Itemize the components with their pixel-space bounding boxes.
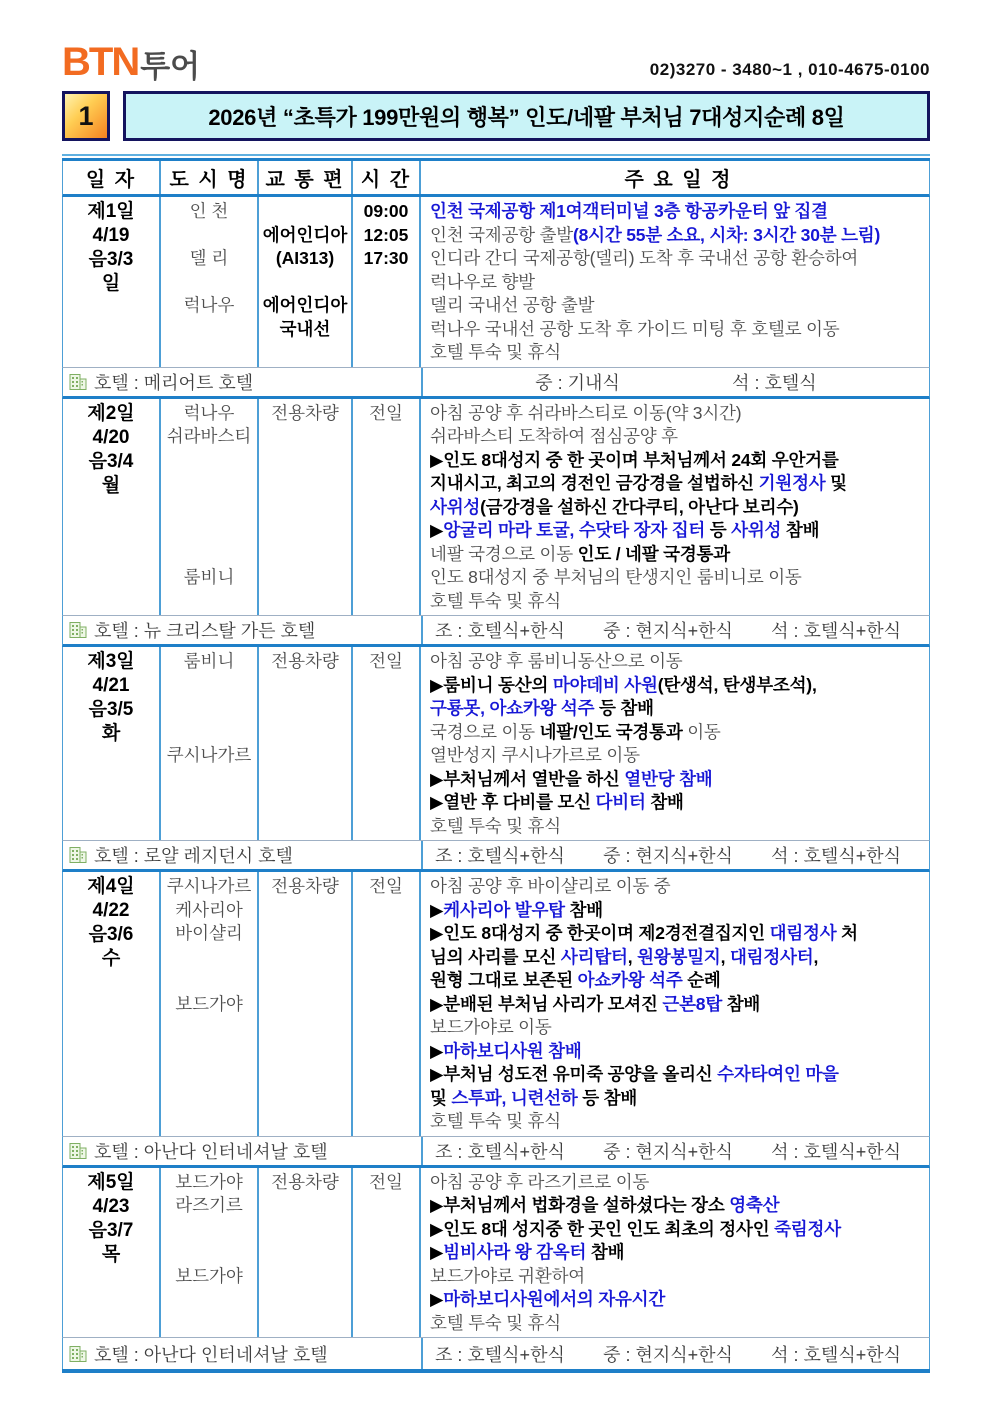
meal-item: 조 : 호텔식+한식 xyxy=(435,1141,565,1162)
time-cell-entry: 전일 xyxy=(369,876,403,896)
hotel-cell xyxy=(63,616,421,644)
schedule-segment: 인도 8대성지 중 부처님의 탄생지인 룸비니로 이동 xyxy=(430,567,802,587)
schedule-line xyxy=(430,791,927,815)
city-cell-entry: 룸비니 xyxy=(183,651,235,671)
transport-cell xyxy=(259,399,353,616)
schedule-line xyxy=(430,697,927,721)
transport-cell-entry: 에어인디아 xyxy=(262,295,348,315)
schedule-segment: 참배 xyxy=(564,899,603,920)
schedule-line xyxy=(430,1241,927,1265)
itinerary-table xyxy=(62,158,930,1373)
day-row xyxy=(62,647,930,841)
city-cell-entry: 룸비니 xyxy=(183,567,235,587)
schedule-segment: 원왕봉밀지 xyxy=(637,946,721,967)
date-line: 일 xyxy=(101,273,121,294)
hotel-icon xyxy=(68,372,88,392)
logo-btn-text: BTN xyxy=(62,40,139,84)
schedule-line xyxy=(430,674,927,698)
transport-cell-entry: (AI313) xyxy=(275,248,335,268)
page-title: 2026년 “초특가 199만원의 행복” 인도/네팔 부처님 7대성지순례 8일 xyxy=(123,91,930,141)
schedule-segment: 참배 xyxy=(722,993,761,1014)
transport-cell xyxy=(259,647,353,840)
schedule-segment: 앙굴리 마라 토굴, 수닷타 장자 집터 xyxy=(443,520,706,540)
meal-item: 석 : 호텔식+한식 xyxy=(771,621,901,641)
meals-cell xyxy=(421,616,929,644)
day-row xyxy=(62,1168,930,1339)
schedule-segment: 호텔 투숙 및 휴식 xyxy=(430,590,561,611)
schedule-segment: ▶ xyxy=(430,1242,444,1262)
schedule-segment: 열반성지 쿠시나가르로 이동 xyxy=(430,745,640,765)
schedule-segment: 마야데비 사원 xyxy=(552,674,658,695)
schedule-segment: 대림정사 xyxy=(769,923,837,943)
schedule-segment: 구룡못, 아쇼카왕 석주 xyxy=(430,698,595,718)
date-line: 제3일 xyxy=(87,651,135,672)
schedule-segment: 인도 / 네팔 국경통과 xyxy=(577,543,730,564)
hotel-name: 호텔 : 아난다 인터네셔날 호텔 xyxy=(94,1344,328,1365)
schedule-segment: 럭나우 국내선 공항 도착 후 가이드 미팅 후 호텔로 이동 xyxy=(430,318,840,339)
schedule-segment: ▶부처님 성도전 유미죽 공양을 올리신 xyxy=(430,1064,718,1084)
transport-cell-entry: 전용차량 xyxy=(271,1171,339,1192)
schedule-segment: ▶분배된 부처님 사리가 모셔진 xyxy=(430,993,663,1014)
schedule-line xyxy=(430,200,927,224)
date-stack xyxy=(63,872,159,971)
date-line: 음3/4 xyxy=(88,450,134,472)
itinerary-table-wrap xyxy=(62,154,930,1373)
schedule-segment: 등 xyxy=(705,520,732,540)
hotel-icon xyxy=(68,845,88,865)
table-header-row xyxy=(62,161,930,197)
time-cell-entry: 전일 xyxy=(369,651,403,671)
schedule-line xyxy=(430,744,927,768)
schedule-segment: 지내시고, 최고의 경전인 금강경을 설법하신 xyxy=(430,473,759,493)
schedule-segment: 아침 공양 후 룸비니동산으로 이동 xyxy=(430,651,683,671)
city-cell-entry: 쿠시나가르 xyxy=(166,745,252,765)
schedule-segment: 아쇼카왕 석주 xyxy=(577,970,683,990)
schedule-line xyxy=(430,1016,927,1040)
schedule-line xyxy=(430,969,927,993)
city-cell-entry: 케사리아 xyxy=(175,899,243,920)
column-header-3: 시 간 xyxy=(353,161,421,194)
schedule-segment: ▶ xyxy=(430,520,444,540)
schedule-line xyxy=(430,768,927,792)
hotel-row xyxy=(62,368,930,399)
schedule-line xyxy=(430,946,927,970)
meal-item: 중 : 현지식+한식 xyxy=(603,846,733,866)
schedule-segment: 열반당 참배 xyxy=(624,768,713,789)
schedule-segment: ▶인도 8대 성지중 한 곳인 인도 최초의 정사인 xyxy=(430,1218,775,1239)
schedule-segment: 및 xyxy=(430,1087,452,1108)
schedule-segment: ▶인도 8대성지 중 한곳이며 제2경전결집지인 xyxy=(430,923,770,943)
meal-item: 석 : 호텔식+한식 xyxy=(771,846,901,866)
schedule-line xyxy=(430,449,927,473)
schedule-line xyxy=(430,402,927,426)
table-body xyxy=(62,197,930,1369)
city-cell-entry: 인 천 xyxy=(189,201,229,221)
schedule-segment: ▶ xyxy=(430,1040,444,1061)
schedule-segment: 보드가야로 귀환하여 xyxy=(430,1265,586,1286)
date-cell xyxy=(63,647,161,840)
meal-item: 조 : 호텔식+한식 xyxy=(435,846,565,866)
date-line: 4/19 xyxy=(92,225,130,246)
city-cell-entry: 쿠시나가르 xyxy=(166,876,252,896)
schedule-segment: , xyxy=(627,946,638,967)
schedule-segment: ▶룸비니 동산의 xyxy=(430,674,553,695)
date-cell xyxy=(63,197,161,367)
schedule-segment: 인디라 간디 국제공항(델리) 도착 후 국내선 공항 환승하여 xyxy=(430,248,859,268)
date-line: 화 xyxy=(101,723,121,744)
title-bar xyxy=(62,91,930,141)
date-line: 월 xyxy=(101,474,121,496)
hotel-icon xyxy=(68,1344,88,1364)
hotel-row xyxy=(62,1338,930,1369)
schedule-line xyxy=(430,1171,927,1195)
transport-cell-entry: 전용차량 xyxy=(271,876,339,896)
city-cell xyxy=(161,399,259,616)
phone-numbers: 02)3270 - 3480~1 , 010-4675-0100 xyxy=(649,60,930,79)
city-cell xyxy=(161,1168,259,1338)
meals-cell xyxy=(421,841,929,869)
schedule-segment: 이동 xyxy=(682,721,721,742)
meal-item: 중 : 현지식+한식 xyxy=(603,1141,733,1162)
schedule-segment: 영축산 xyxy=(729,1195,780,1215)
schedule-line xyxy=(430,1040,927,1064)
date-line: 음3/6 xyxy=(88,924,134,945)
time-cell-entry: 09:00 xyxy=(363,201,409,221)
schedule-cell xyxy=(421,197,929,367)
city-cell-entry: 델 리 xyxy=(189,248,229,268)
date-stack xyxy=(63,197,159,296)
transport-cell xyxy=(259,197,353,367)
schedule-line xyxy=(430,543,927,567)
meal-item: 석 : 호텔식 xyxy=(732,372,817,393)
schedule-cell xyxy=(421,1168,929,1338)
column-header-1: 도 시 명 xyxy=(161,161,259,194)
city-cell-entry: 쉬라바스티 xyxy=(166,426,252,446)
schedule-segment: 근본8탑 xyxy=(662,993,723,1014)
schedule-segment: 다비터 xyxy=(595,792,646,812)
schedule-segment: 등 참배 xyxy=(577,1087,638,1108)
schedule-segment: 케사리아 발우탑 xyxy=(443,899,565,920)
schedule-segment: 및 xyxy=(825,473,847,493)
schedule-line xyxy=(430,294,927,318)
schedule-segment: 기원정사 xyxy=(758,473,826,493)
schedule-segment: 국경으로 이동 xyxy=(430,721,540,742)
meals-cell xyxy=(421,1338,929,1369)
time-cell xyxy=(353,197,421,367)
time-cell-entry: 17:30 xyxy=(363,248,409,268)
schedule-segment: 쉬라바스티 도착하여 점심공양 후 xyxy=(430,426,678,446)
schedule-segment: ▶부처님께서 열반을 하신 xyxy=(430,768,625,789)
schedule-line xyxy=(430,496,927,520)
column-header-4: 주 요 일 정 xyxy=(624,169,733,191)
schedule-line xyxy=(430,271,927,295)
schedule-segment: 아침 공양 후 바이샬리로 이동 중 xyxy=(430,876,671,896)
schedule-segment: (8시간 55분 소요, 시차: 3시간 30분 느림) xyxy=(572,224,881,245)
city-cell-entry: 보드가야 xyxy=(175,1171,243,1192)
schedule-line xyxy=(430,1087,927,1111)
city-cell-entry: 라즈기르 xyxy=(175,1195,243,1215)
schedule-segment: 등 참배 xyxy=(594,698,654,718)
day-row xyxy=(62,197,930,368)
schedule-line xyxy=(430,721,927,745)
time-cell xyxy=(353,647,421,840)
schedule-segment: 대림정사터 xyxy=(729,946,814,967)
time-cell-entry: 전일 xyxy=(369,1171,403,1192)
schedule-segment: 님의 사리를 모신 xyxy=(430,946,561,967)
city-cell xyxy=(161,872,259,1136)
date-cell xyxy=(63,399,161,616)
meal-item: 중 : 현지식+한식 xyxy=(603,621,733,641)
date-line: 4/22 xyxy=(92,900,130,921)
schedule-segment: ▶ xyxy=(430,1289,444,1309)
schedule-segment: ▶ xyxy=(430,899,444,920)
time-cell xyxy=(353,872,421,1136)
schedule-segment: ▶인도 8대성지 중 한 곳이며 부처님께서 24회 우안거를 xyxy=(430,449,839,470)
schedule-line xyxy=(430,650,927,674)
schedule-line xyxy=(430,1110,927,1134)
schedule-segment: 아침 공양 후 라즈기르로 이동 xyxy=(430,1171,650,1192)
page-number-badge: 1 xyxy=(62,91,110,141)
hotel-cell xyxy=(63,1338,421,1369)
schedule-segment: 마하보디사원에서의 자유시간 xyxy=(443,1289,666,1309)
schedule-segment: 참배 xyxy=(781,520,820,540)
city-cell-entry: 보드가야 xyxy=(175,1265,243,1286)
time-cell xyxy=(353,399,421,616)
hotel-row xyxy=(62,841,930,872)
meal-item: 중 : 현지식+한식 xyxy=(603,1344,733,1365)
schedule-segment: 보드가야로 이동 xyxy=(430,1017,552,1037)
transport-cell-entry: 전용차량 xyxy=(271,651,339,671)
schedule-segment: 죽림정사 xyxy=(774,1218,841,1239)
schedule-segment: 스투파, 니련선하 xyxy=(451,1087,578,1108)
schedule-segment: ▶부처님께서 법화경을 설하셨다는 장소 xyxy=(430,1195,730,1215)
schedule-cell xyxy=(421,872,929,1136)
logo-tour-text: 투어 xyxy=(140,49,201,84)
city-cell-entry: 바이샬리 xyxy=(175,923,243,943)
city-cell-entry: 럭나우 xyxy=(183,402,235,423)
date-stack xyxy=(63,399,159,498)
schedule-line xyxy=(430,1288,927,1312)
schedule-segment: ▶열반 후 다비를 모신 xyxy=(430,792,596,812)
city-cell-entry: 보드가야 xyxy=(175,993,243,1014)
date-line: 제4일 xyxy=(87,876,135,897)
transport-cell xyxy=(259,872,353,1136)
transport-cell xyxy=(259,1168,353,1338)
schedule-segment: , xyxy=(720,946,730,967)
date-line: 음3/3 xyxy=(88,249,134,270)
schedule-cell xyxy=(421,647,929,840)
city-cell-entry: 럭나우 xyxy=(183,295,235,315)
schedule-segment: 델리 국내선 공항 출발 xyxy=(430,295,595,315)
schedule-segment: 아침 공양 후 쉬라바스티로 이동(약 3시간) xyxy=(430,402,742,423)
schedule-segment: 참배 xyxy=(586,1242,625,1262)
hotel-name: 호텔 : 아난다 인터네셔날 호텔 xyxy=(94,1141,328,1162)
schedule-segment: 럭나우로 향발 xyxy=(430,271,535,292)
hotel-row xyxy=(62,616,930,647)
hotel-name: 호텔 : 뉴 크리스탈 가든 호텔 xyxy=(94,621,316,641)
schedule-segment: 호텔 투숙 및 휴식 xyxy=(430,1111,561,1131)
date-line: 목 xyxy=(101,1243,121,1265)
date-line: 4/23 xyxy=(92,1195,130,1217)
schedule-line xyxy=(430,1265,927,1289)
schedule-segment: 인천 국제공항 제1여객터미널 3층 항공카운터 앞 집결 xyxy=(430,201,828,221)
column-header-2: 교 통 편 xyxy=(259,161,353,194)
schedule-line xyxy=(430,922,927,946)
meal-item: 중 : 기내식 xyxy=(535,372,620,393)
hotel-cell xyxy=(63,841,421,869)
btn-tour-logo xyxy=(62,42,200,82)
schedule-segment: (금강경을 설하신 간다쿠티, 아난다 보리수) xyxy=(480,496,799,517)
time-cell xyxy=(353,1168,421,1338)
schedule-segment: 순례 xyxy=(682,970,721,990)
date-line: 음3/5 xyxy=(88,699,134,720)
schedule-cell xyxy=(421,399,929,616)
date-stack xyxy=(63,1168,159,1267)
hotel-name: 호텔 : 메리어트 호텔 xyxy=(94,372,254,393)
column-header-0: 일 자 xyxy=(63,161,161,194)
top-bar xyxy=(62,36,930,82)
time-cell-entry: 전일 xyxy=(369,402,403,423)
hotel-icon xyxy=(68,620,88,640)
meal-item: 조 : 호텔식+한식 xyxy=(435,1344,565,1365)
schedule-line xyxy=(430,1063,927,1087)
schedule-segment: 네팔/인도 국경통과 xyxy=(539,721,683,742)
schedule-segment: 빔비사라 왕 감옥터 xyxy=(443,1242,587,1262)
schedule-line xyxy=(430,1194,927,1218)
schedule-line xyxy=(430,425,927,449)
time-cell-entry: 12:05 xyxy=(363,224,409,245)
schedule-line xyxy=(430,318,927,342)
day-row xyxy=(62,872,930,1137)
schedule-segment: 사리탑터 xyxy=(560,946,628,967)
transport-cell-entry: 전용차량 xyxy=(271,402,339,423)
date-line: 음3/7 xyxy=(88,1219,134,1241)
schedule-segment: 사위성 xyxy=(731,520,782,540)
date-line: 4/20 xyxy=(92,426,130,448)
date-line: 4/21 xyxy=(92,675,130,696)
meals-cell xyxy=(421,1137,929,1165)
schedule-segment: (탄생석, 탄생부조석), xyxy=(657,674,817,695)
meal-item: 석 : 호텔식+한식 xyxy=(771,1344,901,1365)
date-line: 제2일 xyxy=(87,402,135,424)
hotel-cell xyxy=(63,1137,421,1165)
meal-item: 석 : 호텔식+한식 xyxy=(771,1141,901,1162)
schedule-line xyxy=(430,815,927,839)
day-row xyxy=(62,399,930,617)
schedule-line xyxy=(430,566,927,590)
city-cell xyxy=(161,647,259,840)
meals-cell xyxy=(421,368,929,396)
date-line: 제1일 xyxy=(87,201,135,222)
hotel-icon xyxy=(68,1141,88,1161)
schedule-line xyxy=(430,472,927,496)
schedule-line xyxy=(430,519,927,543)
schedule-segment: , xyxy=(813,946,819,967)
schedule-segment: 호텔 투숙 및 휴식 xyxy=(430,1312,561,1333)
schedule-segment: 처 xyxy=(836,923,858,943)
schedule-segment: 사위성 xyxy=(430,496,481,517)
schedule-segment: 원형 그대로 보존된 xyxy=(430,970,578,990)
schedule-segment: 호텔 투숙 및 휴식 xyxy=(430,342,561,362)
schedule-line xyxy=(430,899,927,923)
city-cell xyxy=(161,197,259,367)
schedule-line xyxy=(430,1312,927,1336)
schedule-line xyxy=(430,247,927,271)
date-stack xyxy=(63,647,159,746)
date-line: 수 xyxy=(101,948,121,969)
schedule-segment: 호텔 투숙 및 휴식 xyxy=(430,815,561,836)
hotel-row xyxy=(62,1137,930,1168)
date-line: 제5일 xyxy=(87,1171,135,1193)
schedule-line xyxy=(430,1218,927,1242)
schedule-line xyxy=(430,590,927,614)
meal-item: 조 : 호텔식+한식 xyxy=(435,621,565,641)
date-cell xyxy=(63,872,161,1136)
hotel-cell xyxy=(63,368,421,396)
transport-cell-entry: 국내선 xyxy=(279,318,331,339)
schedule-segment: 수자타여인 마을 xyxy=(717,1064,839,1084)
date-cell xyxy=(63,1168,161,1338)
hotel-name: 호텔 : 로얄 레지던시 호텔 xyxy=(94,846,293,866)
schedule-segment: 인천 국제공항 출발 xyxy=(430,224,573,245)
schedule-line xyxy=(430,993,927,1017)
transport-cell-entry: 에어인디아 xyxy=(262,224,348,245)
schedule-segment: 마하보디사원 참배 xyxy=(443,1040,582,1061)
schedule-line xyxy=(430,341,927,365)
schedule-line xyxy=(430,875,927,899)
schedule-line xyxy=(430,224,927,248)
schedule-segment: 네팔 국경으로 이동 xyxy=(430,543,578,564)
schedule-segment: 참배 xyxy=(645,792,684,812)
